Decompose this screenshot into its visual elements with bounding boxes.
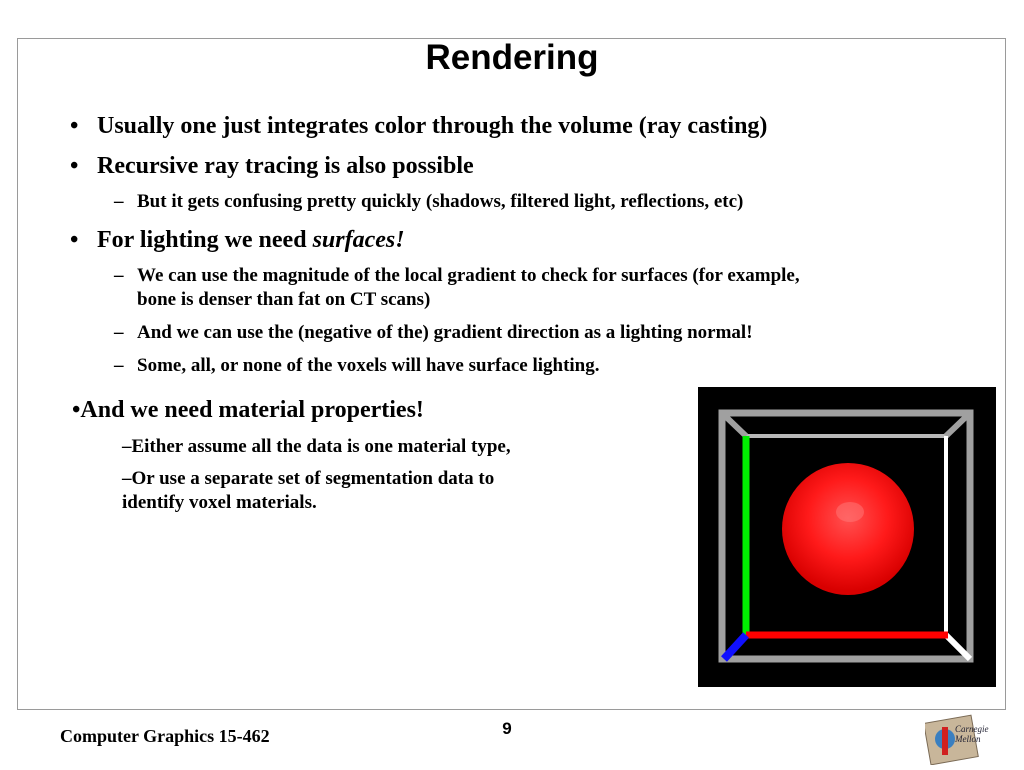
subbullet-gradient-magnitude-line2: bone is denser than fat on CT scans) <box>137 289 431 310</box>
subbullet-marker: – <box>114 265 124 286</box>
sphere-highlight <box>836 502 864 522</box>
page-number: 9 <box>502 719 512 738</box>
red-sphere <box>782 463 914 595</box>
logo-text-line1: Carnegie <box>955 724 989 734</box>
slide-title: Rendering <box>425 38 599 77</box>
subbullet-gradient-normal: And we can use the (negative of the) gradient direction as a lighting normal! <box>137 322 753 343</box>
subbullet-confusing: But it gets confusing pretty quickly (shadows, filtered light, reflections, etc) <box>137 191 744 212</box>
logo-text <box>955 724 995 744</box>
subbullet-marker: – <box>114 191 124 212</box>
box-edge <box>946 635 970 659</box>
bullet-lighting <box>97 226 405 254</box>
bullet-marker: • <box>70 227 79 253</box>
subbullet-one-material: –Either assume all the data is one material type, <box>122 436 511 457</box>
subbullet-gradient-magnitude-line1: We can use the magnitude of the local gradient to check for surfaces (for example, <box>137 265 800 286</box>
z-axis <box>724 635 746 659</box>
subbullet-marker: – <box>114 355 124 376</box>
volume-render-graphic <box>698 387 996 687</box>
bullet-lighting-text: For lighting we need <box>97 227 313 253</box>
bullet-marker: • <box>70 113 79 139</box>
subbullet-segmentation-line1: –Or use a separate set of segmentation data to <box>122 468 495 489</box>
bullet-ray-casting: Usually one just integrates color through the volume (ray casting) <box>97 113 768 139</box>
course-label: Computer Graphics 15-462 <box>60 726 270 746</box>
bullet-lighting-emphasis: surfaces! <box>312 227 405 253</box>
bullet-material-properties: •And we need material properties! <box>72 397 424 423</box>
subbullet-marker: – <box>114 322 124 343</box>
subbullet-surface-lighting: Some, all, or none of the voxels will have surface lighting. <box>137 355 600 376</box>
subbullet-segmentation-line2: identify voxel materials. <box>122 492 317 513</box>
volume-render-image <box>698 387 996 687</box>
bullet-marker: • <box>70 153 79 179</box>
bullet-ray-tracing: Recursive ray tracing is also possible <box>97 153 474 179</box>
logo-text-line2: Mellon <box>955 734 981 744</box>
